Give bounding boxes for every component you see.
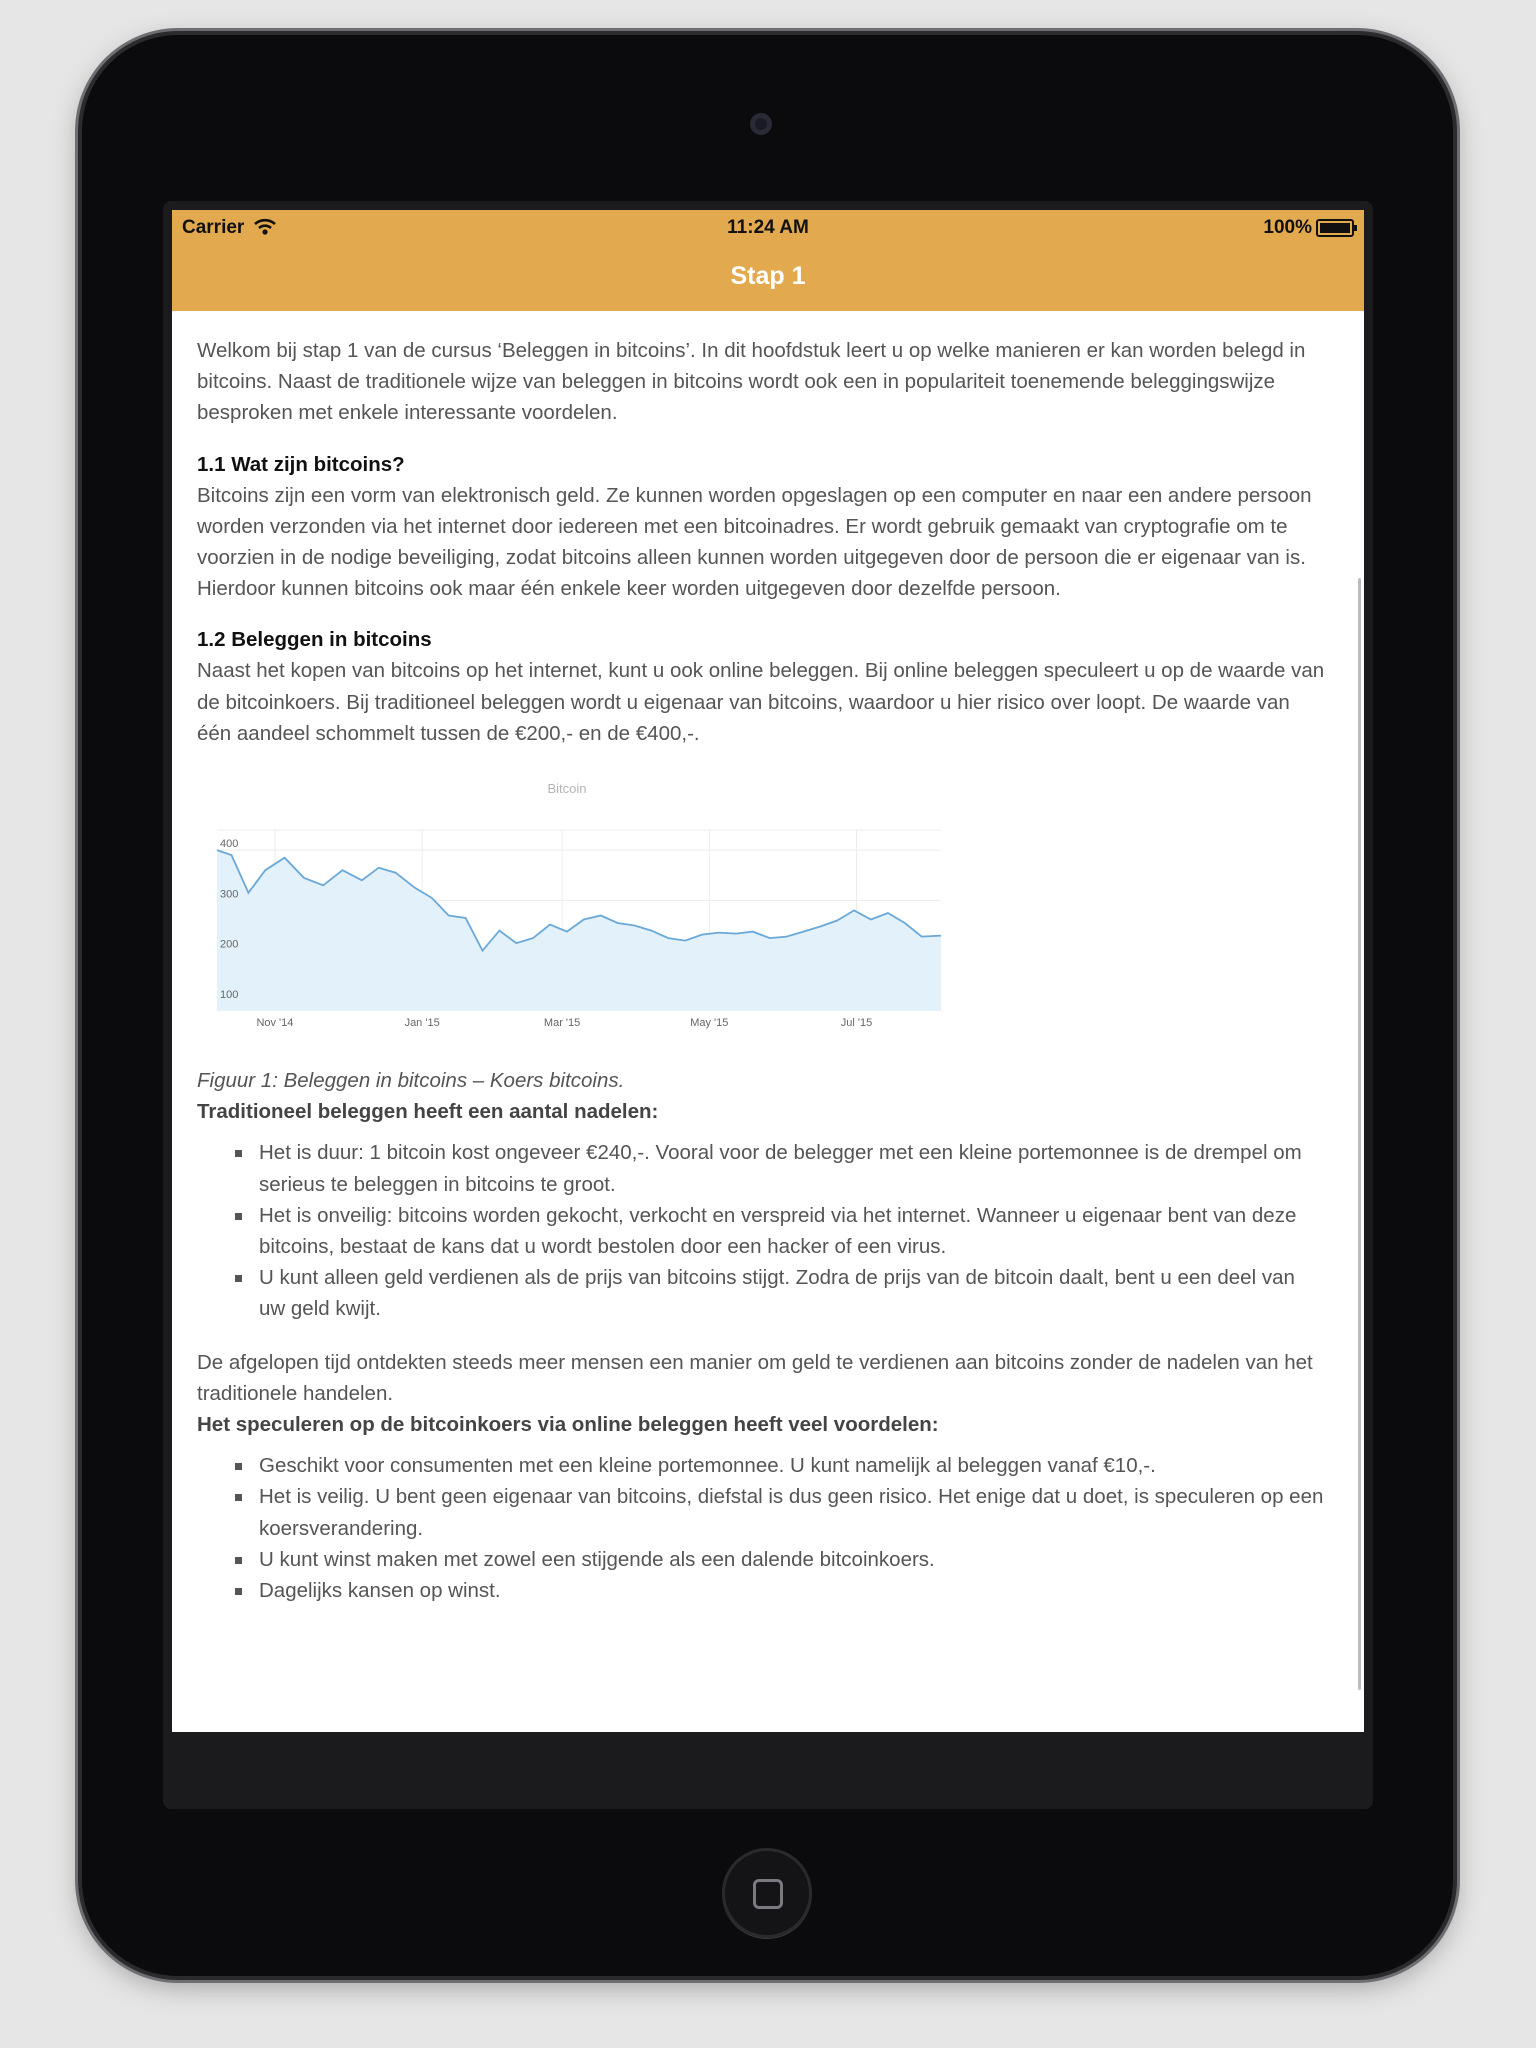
list-item: Dagelijks kansen op winst. [259,1575,1325,1606]
list-item: Het is duur: 1 bitcoin kost ongeveer €240,-. Vooral voor de belegger met een kleine portemonnee is de drempel om serieus te beleggen in bitcoins te groot. [259,1137,1325,1199]
section-paragraph: Naast het kopen van bitcoins op het internet, kunt u ook online beleggen. Bij online beleggen speculeert u op de waarde van de bitcoinkoers. Bij traditioneel beleggen wordt u eigenaar van bitcoins, waardoor u hier risico over loopt. De waarde van één aandeel schommelt tussen de €200,- en de €400,-. [197,659,1325,745]
disadvantages-heading: Traditioneel beleggen heeft een aantal nadelen: [197,1100,659,1124]
scrollbar[interactable] [1358,578,1361,1690]
carrier-label: Carrier [182,217,245,238]
list-item: U kunt winst maken met zowel een stijgende als een dalende bitcoinkoers. [259,1544,1325,1575]
body-paragraph: De afgelopen tijd ontdekten steeds meer mensen een manier om geld te verdienen aan bitcoins zonder de nadelen van het traditionele handelen. [197,1350,1313,1405]
intro-paragraph: Welkom bij stap 1 van de cursus ‘Beleggen in bitcoins’. In dit hoofdstuk leert u op welke manieren er kan worden belegd in bitcoins. Naast de traditionele wijze van beleggen in bitcoins wordt ook een in populariteit toenemende beleggingswijze besproken met enkele interessante voordelen. [197,339,1306,425]
chart-x-tick-label: Jul '15 [840,1017,873,1030]
app-header [172,210,1364,311]
chart-x-tick-label: May '15 [690,1017,729,1030]
lesson-content [197,335,1325,1606]
battery-percent: 100% [1263,217,1312,238]
chart-y-tick-label: 300 [220,888,239,901]
section-heading: 1.1 Wat zijn bitcoins? [197,452,405,476]
disadvantages-list [197,1137,1325,1324]
figure-caption: Figuur 1: Beleggen in bitcoins – Koers bitcoins. [197,1069,625,1093]
chart-y-tick-label: 100 [220,988,239,1001]
page-title: Stap 1 [730,262,806,290]
section-paragraph: Bitcoins zijn een vorm van elektronisch geld. Ze kunnen worden opgeslagen op een computer en naar een andere persoon worden verzonden via het internet door iedereen met een bitcoinadres. Er wordt gebruik gemaakt van cryptografie om te voorzien in de nodige beveiliging, zodat bitcoins alleen kunnen worden uitgegeven door de persoon die er eigenaar van is. Hierdoor kunnen bitcoins ook maar één enkele keer worden uitgegeven door dezelfde persoon. [197,483,1312,601]
chart-title: Bitcoin [547,781,587,797]
chart-x-tick-label: Jan '15 [404,1017,440,1030]
list-item: Het is veilig. U bent geen eigenaar van bitcoins, diefstal is dus geen risico. Het enige dat u doet, is speculeren op een koersverandering. [259,1481,1325,1543]
list-item: Geschikt voor consumenten met een kleine portemonnee. U kunt namelijk al beleggen vanaf €10,-. [259,1450,1325,1481]
bitcoin-chart [197,775,957,1065]
advantages-list [197,1450,1325,1606]
camera-icon [750,113,772,135]
app-screen [172,210,1364,1732]
advantages-heading: Het speculeren op de bitcoinkoers via online beleggen heeft veel voordelen: [197,1413,939,1437]
chart-y-tick-label: 200 [220,938,239,951]
chart-y-tick-label: 400 [220,838,239,851]
chart-x-tick-label: Nov '14 [256,1017,294,1030]
device-home-button[interactable] [722,1848,812,1938]
chart-x-tick-label: Mar '15 [543,1017,581,1030]
battery-icon [1316,219,1354,237]
clock: 11:24 AM [727,217,809,238]
list-item: U kunt alleen geld verdienen als de prijs van bitcoins stijgt. Zodra de prijs van de bitcoin daalt, bent u een deel van uw geld kwijt. [259,1262,1325,1324]
section-heading: 1.2 Beleggen in bitcoins [197,628,432,652]
list-item: Het is onveilig: bitcoins worden gekocht, verkocht en verspreid via het internet. Wanneer u eigenaar bent van deze bitcoins, bestaat de kans dat u wordt bestolen door een hacker of een virus. [259,1200,1325,1262]
chart-area [217,850,941,1011]
chart-svg [197,775,957,1065]
status-bar [172,210,1364,246]
